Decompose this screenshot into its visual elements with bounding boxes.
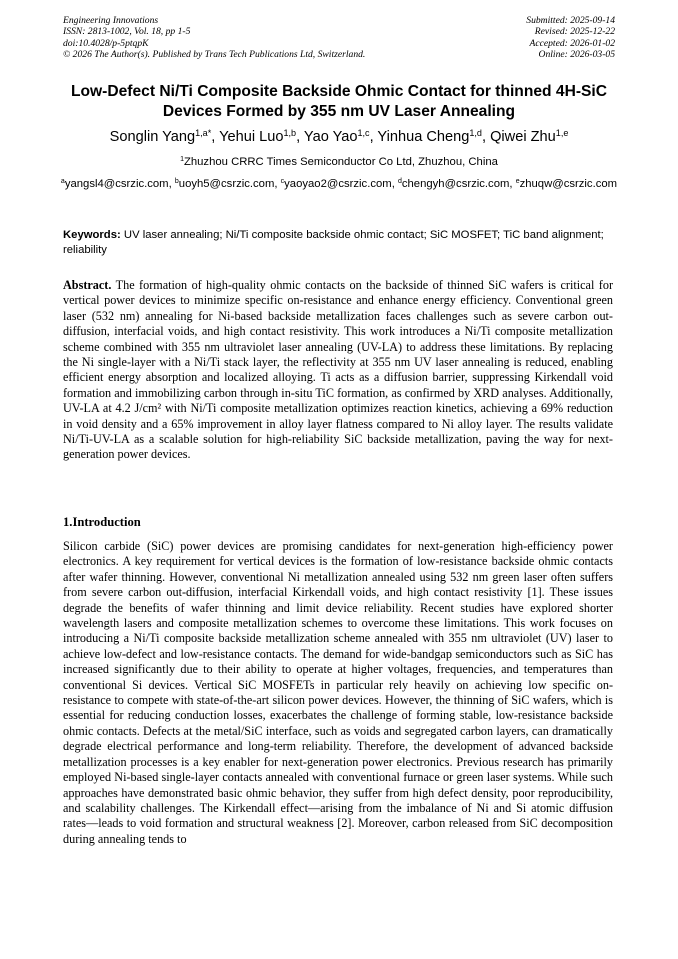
email-address[interactable]: , $^b$uoyh5@csrzic.com bbox=[169, 178, 275, 190]
journal-header-right bbox=[526, 15, 615, 60]
submitted-date: Submitted: 2025-09-14 bbox=[526, 15, 615, 26]
affiliation: $^1$Zhuzhou CRRC Times Semiconductor Co Ltd, Zhuzhou, China bbox=[180, 156, 498, 168]
introduction-text: Silicon carbide (SiC) power devices are promising candidates for next-generation high-efficiency power electronics. A key requirement for vertical devices is the formation of low-resistance backside ohmic contacts after wafer thinning. However, conventional Ni metallization annealed using 532 nm green laser often suffers from severe carbon out-diffusion, interfacial Kirkendall voids, and high contact resistivity [1]. These issues degrade the benefits of wafer thinning and limit device reliability. Recent studies have explored shorter wavelength lasers and composite metallization schemes to overcome these limitations. This work focuses on introducing a Ni/Ti composite backside metallization scheme annealed with 355 nm ultraviolet (UV) laser to achieve low-defect and low-resistance contacts. The demand for wide-bandgap semiconductors such as SiC has increased significantly due to their ability to operate at higher voltages, frequencies, and temperatures than conventional Si devices. Vertical SiC MOSFETs in particular rely heavily on achieving low specific on-resistance to compete with state-of-the-art silicon power devices. However, the thinning of SiC wafers, which is essential for reducing conduction losses, exacerbates the challenge of forming stable, low-resistance backside ohmic contacts. Defects at the metal/SiC interface, such as voids and segregated carbon layers, can dramatically degrade electrical performance and long-term reliability. Therefore, the development of advanced backside metallization processes is a key enabler for next-generation power electronics. Previous research has primarily employed Ni-based single-layer contacts annealed with conventional furnace or green laser systems. While such approaches have demonstrated basic ohmic behavior, they suffer from high defect density, poor reproducibility, and scalability challenges. The Kirkendall effect—arising from the imbalance of Ni and Si atomic diffusion rates—leads to void formation and structural weakness [2]. Moreover, carbon released from SiC decomposition during annealing tends to bbox=[63, 539, 613, 846]
email-address[interactable]: , $^e$zhuqw@csrzic.com bbox=[509, 178, 617, 190]
email-address[interactable]: , $^d$chengyh@csrzic.com bbox=[392, 178, 510, 190]
abstract-text: The formation of high-quality ohmic contacts on the backside of thinned SiC wafers is critical for vertical power devices to minimize specific on-resistance and enhance energy efficiency. Conventional green laser (532 nm) annealing for Ni-based backside metallization faces challenges such as severe carbon out-diffusion, interfacial voids, and high contact resistivity. This work introduces a Ni/Ti composite metallization scheme combined with 355 nm ultraviolet laser annealing (UV-LA) to address these limitations. By replacing the Ni single-layer with a Ni/Ti stack layer, the reflectivity at 355 nm UV laser annealing is reduced, enabling efficient energy absorption and localized alloying. Ti acts as a diffusion barrier, suppressing Kirkendall void formation and immobilizing carbon through in-situ TiC formation, as confirmed by XRD analyses. Additionally, UV-LA at 4.2 J/cm² with Ni/Ti composite metallization optimizes reaction kinetics, achieving a 69% reduction in void density and a 65% improvement in alloy layer flatness compared to Ni alloy layer. The results validate Ni/Ti-UV-LA as a scalable solution for high-reliability SiC backside metallization, paving the way for next-generation power devices. bbox=[63, 278, 614, 462]
author: Songlin Yang$^{1,a*}$ bbox=[109, 128, 212, 145]
journal-name: Engineering Innovations bbox=[63, 15, 159, 26]
keywords bbox=[63, 228, 613, 257]
author: Qiwei Zhu$^{1,e}$ bbox=[490, 128, 569, 145]
online-date: Online: 2026-03-05 bbox=[538, 48, 615, 60]
abstract-label: Abstract. bbox=[63, 278, 112, 292]
revised-date: Revised: 2025-12-22 bbox=[534, 26, 615, 38]
author-emails bbox=[40, 177, 638, 192]
journal-header-left bbox=[63, 15, 365, 60]
keywords-text: UV laser annealing; Ni/Ti composite backside ohmic contact; SiC MOSFET; TiC band alignment; reliability bbox=[63, 229, 604, 256]
section-heading: 1.Introduction bbox=[63, 515, 141, 529]
paper-title: Low-Defect Ni/Ti Composite Backside Ohmic Contact for thinned 4H-SiC Devices Formed by 355 nm UV Laser Annealing bbox=[70, 83, 608, 120]
email-address[interactable]: , $^c$yaoyao2@csrzic.com bbox=[274, 178, 391, 190]
keywords-label: Keywords: bbox=[63, 229, 121, 241]
copyright-line: © 2026 The Author(s). Published by Trans Tech Publications Ltd, Switzerland. bbox=[63, 48, 366, 60]
abstract bbox=[63, 278, 613, 463]
author: Yao Yao$^{1,c}$ bbox=[303, 128, 370, 145]
author-list: Songlin Yang$^{1,a*}$, Yehui Luo$^{1,b}$, Yao Yao$^{1,c}$, Yinhua Cheng$^{1,d}$, Qiwei Zhu$^{1,e}$ bbox=[109, 128, 569, 145]
email-address[interactable]: $^a$yangsl4@csrzic.com bbox=[60, 178, 169, 190]
accepted-date: Accepted: 2026-01-02 bbox=[529, 37, 615, 49]
issn-line: ISSN: 2813-1002, Vol. 18, pp 1-5 bbox=[63, 26, 191, 38]
doi-line: doi:10.4028/p-5ptqpK bbox=[63, 37, 149, 49]
author: Yehui Luo$^{1,b}$ bbox=[219, 128, 297, 145]
author: Yinhua Cheng$^{1,d}$ bbox=[377, 128, 482, 145]
